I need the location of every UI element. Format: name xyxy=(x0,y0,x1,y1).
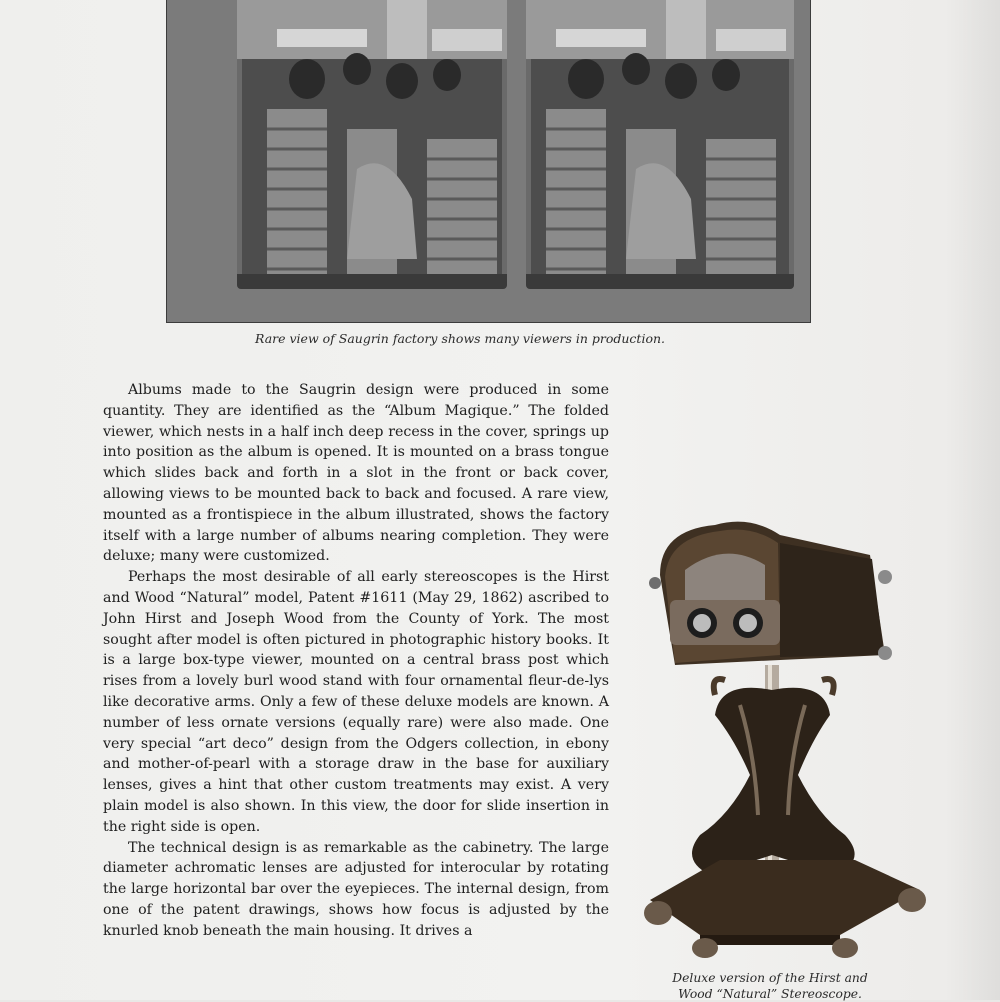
factory-photo-caption: Rare view of Saugrin factory shows many viewers in production. xyxy=(255,331,665,346)
stereoscope-caption-line2: Wood “Natural” Stereoscope. xyxy=(678,987,862,1001)
paragraph-technical-design: The technical design is as remarkable as the cabinetry. The large diameter achromatic lenses are adjusted for interocular by rotating the large horizontal bar over the eyepieces. The internal design, from one of the patent drawings, shows how focus is adjusted by the knurled knob beneath the main housing. It drives a xyxy=(103,839,609,939)
stereoscope-caption-line1: Deluxe version of the Hirst and xyxy=(672,971,868,985)
stereoscope-caption xyxy=(654,970,886,1002)
stereo-photo-right xyxy=(526,0,794,289)
paragraph-hirst-wood: Perhaps the most desirable of all early stereoscopes is the Hirst and Wood “Natural” model, Patent #1611 (May 29, 1862) ascribed to John Hirst and Joseph Wood from the County of York. The most sought after model is often pictured in photographic history books. It is a large box-type viewer, mounted on a central brass post which rises from a lovely burl wood stand with four ornamental fleur-de-lys like decorative arms. Only a few of these deluxe models are known. A number of less ornate versions (equally rare) were also made. One very special “art deco” design from the Odgers collection, in ebony and mother-of-pearl with a storage draw in the base for auxiliary lenses, gives a hint that other custom treatments may exist. A very plain model is also shown. In this view, the door for slide insertion in the right side is open. xyxy=(103,569,609,835)
stereo-photo-left xyxy=(237,0,507,289)
stereoscope-photo xyxy=(640,515,932,960)
page-edge-shadow xyxy=(945,0,1000,1000)
article-body xyxy=(103,380,609,942)
paragraph-album-magique: Albums made to the Saugrin design were produced in some quantity. They are identified as the “Album Magique.” The folded viewer, which nests in a half inch deep recess in the cover, springs up into position as the album is opened. It is mounted on a brass tongue which slides back and forth in a slot in the front or back cover, allowing views to be mounted back to back and focused. A rare view, mounted as a frontispiece in the album illustrated, shows the factory itself with a large number of albums nearing completion. They were deluxe; many were customized. xyxy=(103,382,609,565)
stereo-view-card xyxy=(166,0,811,323)
